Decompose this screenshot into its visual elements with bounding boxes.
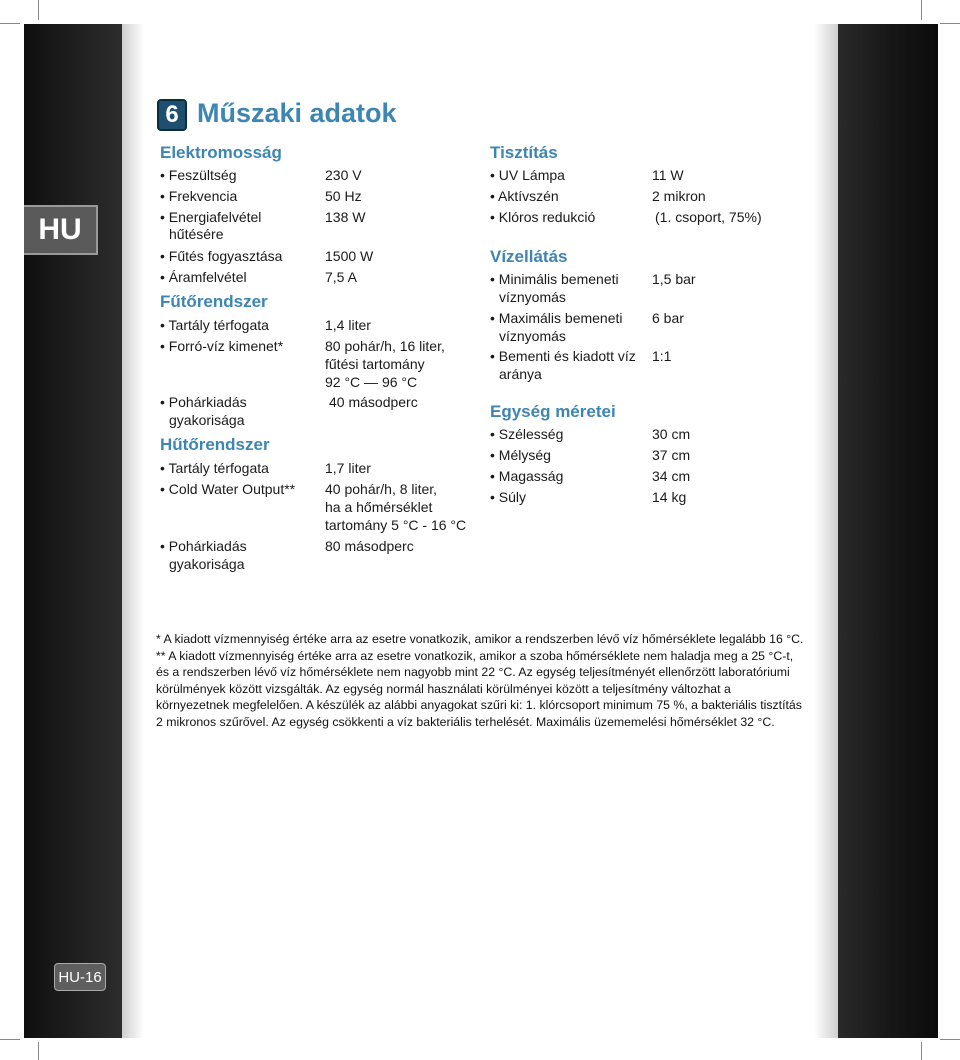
spec-label: • Tartály térfogata: [160, 317, 269, 333]
spec-value: 30 cm: [652, 426, 691, 442]
spec-value: 2 mikron: [652, 188, 706, 204]
heading-tisztitas: Tisztítás: [490, 143, 558, 162]
spec-label: • Bementi és kiadott víz: [490, 348, 636, 364]
spec-label: • Cold Water Output**: [160, 481, 296, 497]
spec-value: 80 másodperc: [325, 538, 414, 554]
crop-mark: [38, 1042, 39, 1060]
spec-label: • Pohárkiadás: [160, 538, 247, 554]
spec-value: 7,5 A: [325, 269, 357, 285]
spec-label: • Mélység: [490, 447, 551, 463]
heading-meretek: Egység méretei: [490, 402, 616, 421]
spec-label: • Magasság: [490, 468, 564, 484]
crop-mark: [940, 23, 960, 24]
spec-label-cont: víznyomás: [499, 328, 566, 344]
crop-mark: [921, 1042, 922, 1060]
spec-value: 1:1: [652, 348, 672, 364]
left-dark-band: [24, 24, 122, 1038]
spec-value-cont: 92 °C — 96 °C: [325, 374, 418, 390]
spec-value: (1. csoport, 75%): [655, 209, 762, 225]
heading-futorendszer: Fűtőrendszer: [160, 292, 268, 311]
spec-value: 1,7 liter: [325, 460, 371, 476]
spec-label: • Energiafelvétel: [160, 209, 262, 225]
spec-label: • Fűtés fogyasztása: [160, 248, 283, 264]
spec-value: 6 bar: [652, 310, 684, 326]
language-tab: HU: [24, 205, 98, 255]
footnotes: [156, 631, 806, 730]
spec-label: • Feszültség: [160, 167, 237, 183]
spec-value-cont: fűtési tartomány: [325, 356, 425, 372]
spec-value: 50 Hz: [325, 188, 362, 204]
spec-label: • Forró-víz kimenet*: [160, 338, 284, 354]
spec-label-cont: gyakorisága: [169, 412, 245, 428]
footnote-2: ** A kiadott vízmennyiség értéke arra az esetre vonatkozik, amikor a szoba hőmérséklete nem haladja meg a 25 °C-t, és a rendszerben lévő víz hőmérséklete nem nagyobb mint 22 °C. Az egység teljesítményét ellenőrzött laboratóriumi körülmények között vizsgálták. Az egység normál használati körülményei között a teljesítmény változhat a környezetnek megfelelően. A készülék az alábbi anyagokat szűri ki: 1. klórcsoport minimum 75 %, a bakteriális tisztítás 2 mikronos szűrővel. Az egység csökkenti a víz bakteriális terhelését. Maximális üzememelési hőmérséklet 32 °C.: [156, 648, 802, 729]
spec-label: • Áramfelvétel: [160, 269, 247, 285]
crop-mark: [921, 0, 922, 20]
spec-value: 1500 W: [325, 248, 374, 264]
spec-label: • Maximális bemeneti: [490, 310, 623, 326]
page-title: Műszaki adatok: [197, 98, 397, 128]
spec-label: • Pohárkiadás: [160, 394, 247, 410]
spec-label: • Tartály térfogata: [160, 460, 269, 476]
heading-elektromossag: Elektromosság: [160, 143, 282, 162]
spec-value: 1,4 liter: [325, 317, 371, 333]
footnote-1: * A kiadott vízmennyiség értéke arra az esetre vonatkozik, amikor a rendszerben lévő víz hőmérséklete legalább 16 °C.: [156, 632, 804, 646]
spec-label-cont: hűtésére: [169, 226, 224, 242]
spec-label: • Minimális bemeneti: [490, 271, 619, 287]
spec-label: • Frekvencia: [160, 188, 238, 204]
right-dark-band: [838, 24, 938, 1038]
spec-label: • Szélesség: [490, 426, 564, 442]
spec-label: • Súly: [490, 489, 527, 505]
spec-label-cont: aránya: [499, 366, 542, 382]
spec-value: 11 W: [652, 167, 684, 183]
heading-hutorendszer: Hűtőrendszer: [160, 435, 270, 454]
spec-value: 1,5 bar: [652, 271, 696, 287]
section-number: 6: [157, 99, 187, 131]
spec-value: 40 másodperc: [329, 394, 418, 410]
spec-value: 80 pohár/h, 16 liter,: [325, 338, 445, 354]
page-number: HU-16: [54, 963, 106, 991]
spec-value: 138 W: [325, 209, 366, 225]
spec-label: • Aktívszén: [490, 188, 559, 204]
heading-vizellatas: Vízellátás: [490, 247, 568, 266]
crop-mark: [0, 1039, 20, 1040]
spec-label-cont: víznyomás: [499, 289, 566, 305]
right-band-fade: [814, 24, 838, 1038]
spec-value: 34 cm: [652, 468, 691, 484]
spec-value-cont: tartomány 5 °C - 16 °C: [325, 517, 467, 533]
spec-label-cont: gyakorisága: [169, 556, 245, 572]
spec-value-cont: ha a hőmérséklet: [325, 499, 433, 515]
crop-mark: [0, 23, 20, 24]
spec-value: 40 pohár/h, 8 liter,: [325, 481, 438, 497]
spec-value: 14 kg: [652, 489, 687, 505]
crop-mark: [38, 0, 39, 20]
spec-value: 230 V: [325, 167, 362, 183]
left-band-fade: [122, 24, 144, 1038]
spec-label: • UV Lámpa: [490, 167, 565, 183]
spec-value: 37 cm: [652, 447, 691, 463]
spec-label: • Klóros redukció: [490, 209, 596, 225]
crop-mark: [940, 1039, 960, 1040]
